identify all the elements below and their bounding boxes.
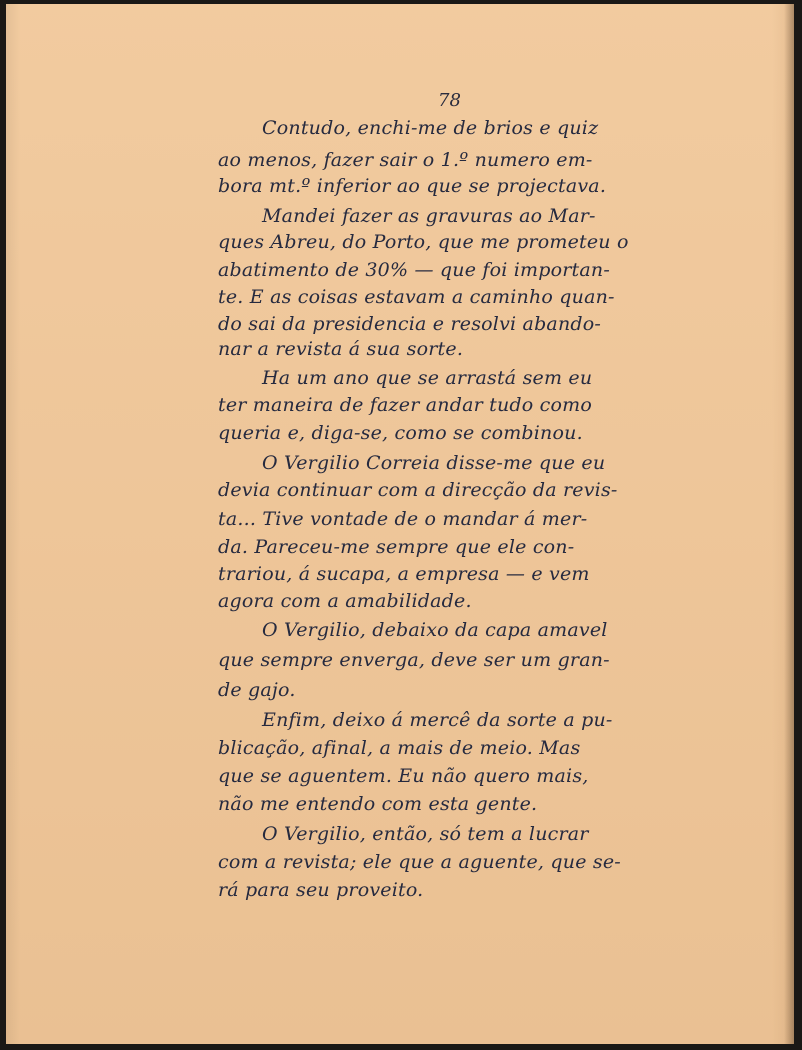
- text-line: do sai da presidencia e resolvi abando-: [218, 313, 602, 335]
- text-line: Ha um ano que se arrastá sem eu: [262, 367, 593, 389]
- text-line: ter maneira de fazer andar tudo como: [218, 394, 592, 416]
- text-line: não me entendo com esta gente.: [218, 793, 538, 815]
- text-line: devia continuar com a direcção da revis-: [218, 479, 618, 501]
- handwritten-text: [6, 4, 794, 1044]
- text-line: trariou, á sucapa, a empresa — e vem: [218, 563, 590, 585]
- text-line: rá para seu proveito.: [218, 879, 424, 901]
- page-number: 78: [438, 90, 461, 111]
- text-line: te. E as coisas estavam a caminho quan-: [218, 286, 615, 308]
- text-line: da. Pareceu-me sempre que ele con-: [218, 536, 575, 558]
- text-line: nar a revista á sua sorte.: [218, 338, 464, 360]
- text-line: com a revista; ele que a aguente, que se-: [218, 851, 621, 873]
- text-line: de gajo.: [218, 679, 296, 701]
- text-line: O Vergilio, então, só tem a lucrar: [262, 823, 589, 845]
- text-line: ao menos, fazer sair o 1.º numero em-: [218, 149, 593, 171]
- text-line: O Vergilio Correia disse-me que eu: [262, 452, 606, 474]
- text-line: Contudo, enchi-me de brios e quiz: [262, 117, 599, 139]
- manuscript-page: [6, 4, 794, 1044]
- text-line: O Vergilio, debaixo da capa amavel: [262, 619, 608, 641]
- text-line: que sempre enverga, deve ser um gran-: [218, 649, 610, 671]
- text-line: blicação, afinal, a mais de meio. Mas: [218, 737, 581, 759]
- text-line: ta... Tive vontade de o mandar á mer-: [218, 508, 588, 530]
- text-line: bora mt.º inferior ao que se projectava.: [218, 175, 607, 197]
- text-line: abatimento de 30% — que foi importan-: [218, 259, 610, 281]
- text-line: Enfim, deixo á mercê da sorte a pu-: [262, 709, 613, 731]
- text-line: Mandei fazer as gravuras ao Mar-: [262, 205, 596, 227]
- text-line: ques Abreu, do Porto, que me prometeu o: [218, 231, 629, 253]
- text-line: queria e, diga-se, como se combinou.: [218, 422, 583, 444]
- text-line: que se aguentem. Eu não quero mais,: [218, 765, 589, 787]
- text-line: agora com a amabilidade.: [218, 590, 472, 612]
